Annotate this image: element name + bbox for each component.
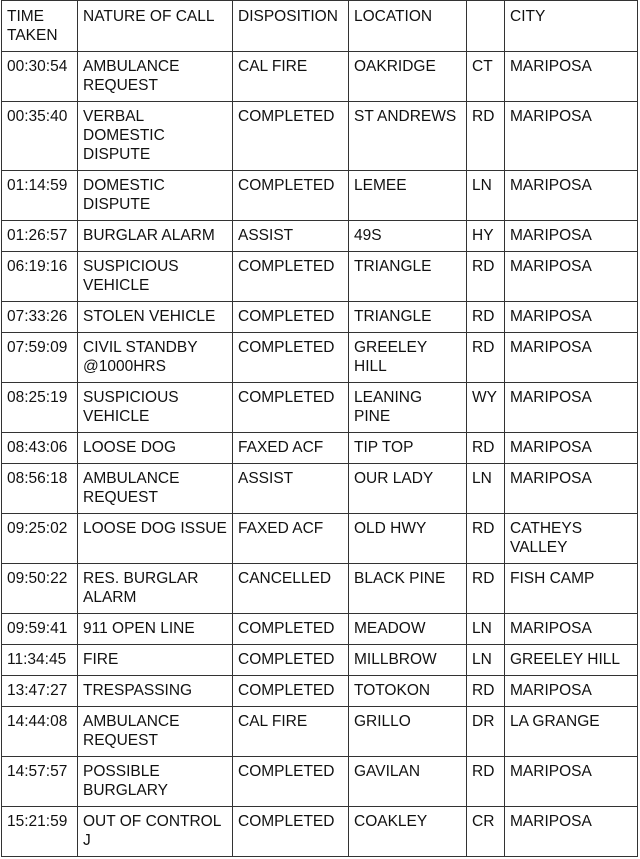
- table-row: [2, 302, 638, 333]
- cell-nature-of-call: RES. BURGLAR ALARM: [78, 564, 233, 614]
- header-row: [2, 1, 638, 52]
- cell-location: TRIANGLE: [349, 302, 467, 333]
- cell-street-suffix: RD: [467, 564, 505, 614]
- cell-city: MARIPOSA: [505, 102, 638, 171]
- cell-time-taken: 06:19:16: [2, 252, 78, 302]
- table-row: [2, 614, 638, 645]
- cell-nature-of-call: BURGLAR ALARM: [78, 221, 233, 252]
- cell-time-taken: 15:21:59: [2, 807, 78, 857]
- cell-disposition: COMPLETED: [233, 102, 349, 171]
- cell-city: MARIPOSA: [505, 302, 638, 333]
- table-row: [2, 252, 638, 302]
- cell-location: MEADOW: [349, 614, 467, 645]
- cell-city: MARIPOSA: [505, 171, 638, 221]
- cell-street-suffix: RD: [467, 302, 505, 333]
- cell-time-taken: 08:56:18: [2, 464, 78, 514]
- cell-city: FISH CAMP: [505, 564, 638, 614]
- cell-city: MARIPOSA: [505, 333, 638, 383]
- cell-time-taken: 01:26:57: [2, 221, 78, 252]
- cell-disposition: COMPLETED: [233, 757, 349, 807]
- cell-city: MARIPOSA: [505, 252, 638, 302]
- cell-nature-of-call: LOOSE DOG: [78, 433, 233, 464]
- cell-street-suffix: RD: [467, 102, 505, 171]
- header-city: CITY: [505, 1, 638, 52]
- cell-time-taken: 09:50:22: [2, 564, 78, 614]
- table-row: [2, 383, 638, 433]
- header-nature-of-call: NATURE OF CALL: [78, 1, 233, 52]
- cell-location: LEMEE: [349, 171, 467, 221]
- cell-city: MARIPOSA: [505, 757, 638, 807]
- table-row: [2, 52, 638, 102]
- cell-disposition: COMPLETED: [233, 171, 349, 221]
- cell-time-taken: 13:47:27: [2, 676, 78, 707]
- table-row: [2, 707, 638, 757]
- cell-location: TRIANGLE: [349, 252, 467, 302]
- cell-nature-of-call: VERBAL DOMESTIC DISPUTE: [78, 102, 233, 171]
- cell-location: COAKLEY: [349, 807, 467, 857]
- cell-disposition: COMPLETED: [233, 807, 349, 857]
- cell-city: MARIPOSA: [505, 464, 638, 514]
- table-row: [2, 514, 638, 564]
- cell-street-suffix: WY: [467, 383, 505, 433]
- cell-disposition: COMPLETED: [233, 302, 349, 333]
- cell-street-suffix: LN: [467, 614, 505, 645]
- cell-disposition: COMPLETED: [233, 252, 349, 302]
- cell-disposition: COMPLETED: [233, 614, 349, 645]
- cell-time-taken: 00:35:40: [2, 102, 78, 171]
- cell-disposition: ASSIST: [233, 221, 349, 252]
- table-body: [2, 52, 638, 857]
- cell-nature-of-call: FIRE: [78, 645, 233, 676]
- cell-street-suffix: RD: [467, 514, 505, 564]
- cell-city: MARIPOSA: [505, 383, 638, 433]
- cell-street-suffix: CT: [467, 52, 505, 102]
- cell-disposition: COMPLETED: [233, 383, 349, 433]
- cell-location: OLD HWY: [349, 514, 467, 564]
- cell-street-suffix: RD: [467, 252, 505, 302]
- cell-city: MARIPOSA: [505, 433, 638, 464]
- table-row: [2, 464, 638, 514]
- cell-time-taken: 14:44:08: [2, 707, 78, 757]
- cell-location: GREELEY HILL: [349, 333, 467, 383]
- cell-disposition: COMPLETED: [233, 333, 349, 383]
- cell-disposition: CAL FIRE: [233, 52, 349, 102]
- cell-street-suffix: RD: [467, 676, 505, 707]
- cell-location: TIP TOP: [349, 433, 467, 464]
- cell-nature-of-call: LOOSE DOG ISSUE: [78, 514, 233, 564]
- cell-street-suffix: LN: [467, 171, 505, 221]
- cell-city: MARIPOSA: [505, 807, 638, 857]
- cell-time-taken: 11:34:45: [2, 645, 78, 676]
- cell-nature-of-call: TRESPASSING: [78, 676, 233, 707]
- cell-nature-of-call: AMBULANCE REQUEST: [78, 464, 233, 514]
- cell-street-suffix: LN: [467, 464, 505, 514]
- cell-nature-of-call: SUSPICIOUS VEHICLE: [78, 252, 233, 302]
- table-row: [2, 807, 638, 857]
- cell-disposition: COMPLETED: [233, 645, 349, 676]
- cell-location: GRILLO: [349, 707, 467, 757]
- cell-location: GAVILAN: [349, 757, 467, 807]
- cell-time-taken: 14:57:57: [2, 757, 78, 807]
- call-log-table: [1, 0, 638, 857]
- cell-nature-of-call: AMBULANCE REQUEST: [78, 52, 233, 102]
- cell-time-taken: 07:33:26: [2, 302, 78, 333]
- cell-time-taken: 08:25:19: [2, 383, 78, 433]
- cell-street-suffix: HY: [467, 221, 505, 252]
- cell-location: LEANING PINE: [349, 383, 467, 433]
- table-row: [2, 221, 638, 252]
- cell-location: TOTOKON: [349, 676, 467, 707]
- cell-nature-of-call: SUSPICIOUS VEHICLE: [78, 383, 233, 433]
- cell-nature-of-call: STOLEN VEHICLE: [78, 302, 233, 333]
- table-row: [2, 171, 638, 221]
- cell-location: ST ANDREWS: [349, 102, 467, 171]
- table-header: [2, 1, 638, 52]
- cell-city: GREELEY HILL: [505, 645, 638, 676]
- table-row: [2, 645, 638, 676]
- header-location: LOCATION: [349, 1, 467, 52]
- cell-disposition: CANCELLED: [233, 564, 349, 614]
- cell-location: MILLBROW: [349, 645, 467, 676]
- cell-location: BLACK PINE: [349, 564, 467, 614]
- cell-location: 49S: [349, 221, 467, 252]
- cell-location: OAKRIDGE: [349, 52, 467, 102]
- cell-disposition: FAXED ACF: [233, 433, 349, 464]
- cell-time-taken: 09:59:41: [2, 614, 78, 645]
- cell-time-taken: 01:14:59: [2, 171, 78, 221]
- cell-nature-of-call: AMBULANCE REQUEST: [78, 707, 233, 757]
- cell-nature-of-call: CIVIL STANDBY @1000HRS: [78, 333, 233, 383]
- call-log-page: [1, 0, 637, 857]
- cell-time-taken: 09:25:02: [2, 514, 78, 564]
- cell-time-taken: 08:43:06: [2, 433, 78, 464]
- cell-city: MARIPOSA: [505, 614, 638, 645]
- header-time-taken: TIME TAKEN: [2, 1, 78, 52]
- table-row: [2, 757, 638, 807]
- cell-street-suffix: LN: [467, 645, 505, 676]
- cell-disposition: CAL FIRE: [233, 707, 349, 757]
- table-row: [2, 333, 638, 383]
- cell-nature-of-call: DOMESTIC DISPUTE: [78, 171, 233, 221]
- cell-street-suffix: DR: [467, 707, 505, 757]
- cell-street-suffix: RD: [467, 333, 505, 383]
- table-row: [2, 433, 638, 464]
- cell-city: MARIPOSA: [505, 676, 638, 707]
- cell-location: OUR LADY: [349, 464, 467, 514]
- cell-nature-of-call: 911 OPEN LINE: [78, 614, 233, 645]
- cell-street-suffix: RD: [467, 433, 505, 464]
- cell-city: MARIPOSA: [505, 221, 638, 252]
- table-row: [2, 676, 638, 707]
- cell-time-taken: 00:30:54: [2, 52, 78, 102]
- table-row: [2, 564, 638, 614]
- header-street-suffix: [467, 1, 505, 52]
- cell-city: CATHEYS VALLEY: [505, 514, 638, 564]
- header-disposition: DISPOSITION: [233, 1, 349, 52]
- cell-disposition: COMPLETED: [233, 676, 349, 707]
- cell-street-suffix: CR: [467, 807, 505, 857]
- cell-city: LA GRANGE: [505, 707, 638, 757]
- cell-street-suffix: RD: [467, 757, 505, 807]
- cell-disposition: FAXED ACF: [233, 514, 349, 564]
- cell-city: MARIPOSA: [505, 52, 638, 102]
- cell-disposition: ASSIST: [233, 464, 349, 514]
- table-row: [2, 102, 638, 171]
- cell-nature-of-call: OUT OF CONTROL J: [78, 807, 233, 857]
- cell-time-taken: 07:59:09: [2, 333, 78, 383]
- cell-nature-of-call: POSSIBLE BURGLARY: [78, 757, 233, 807]
